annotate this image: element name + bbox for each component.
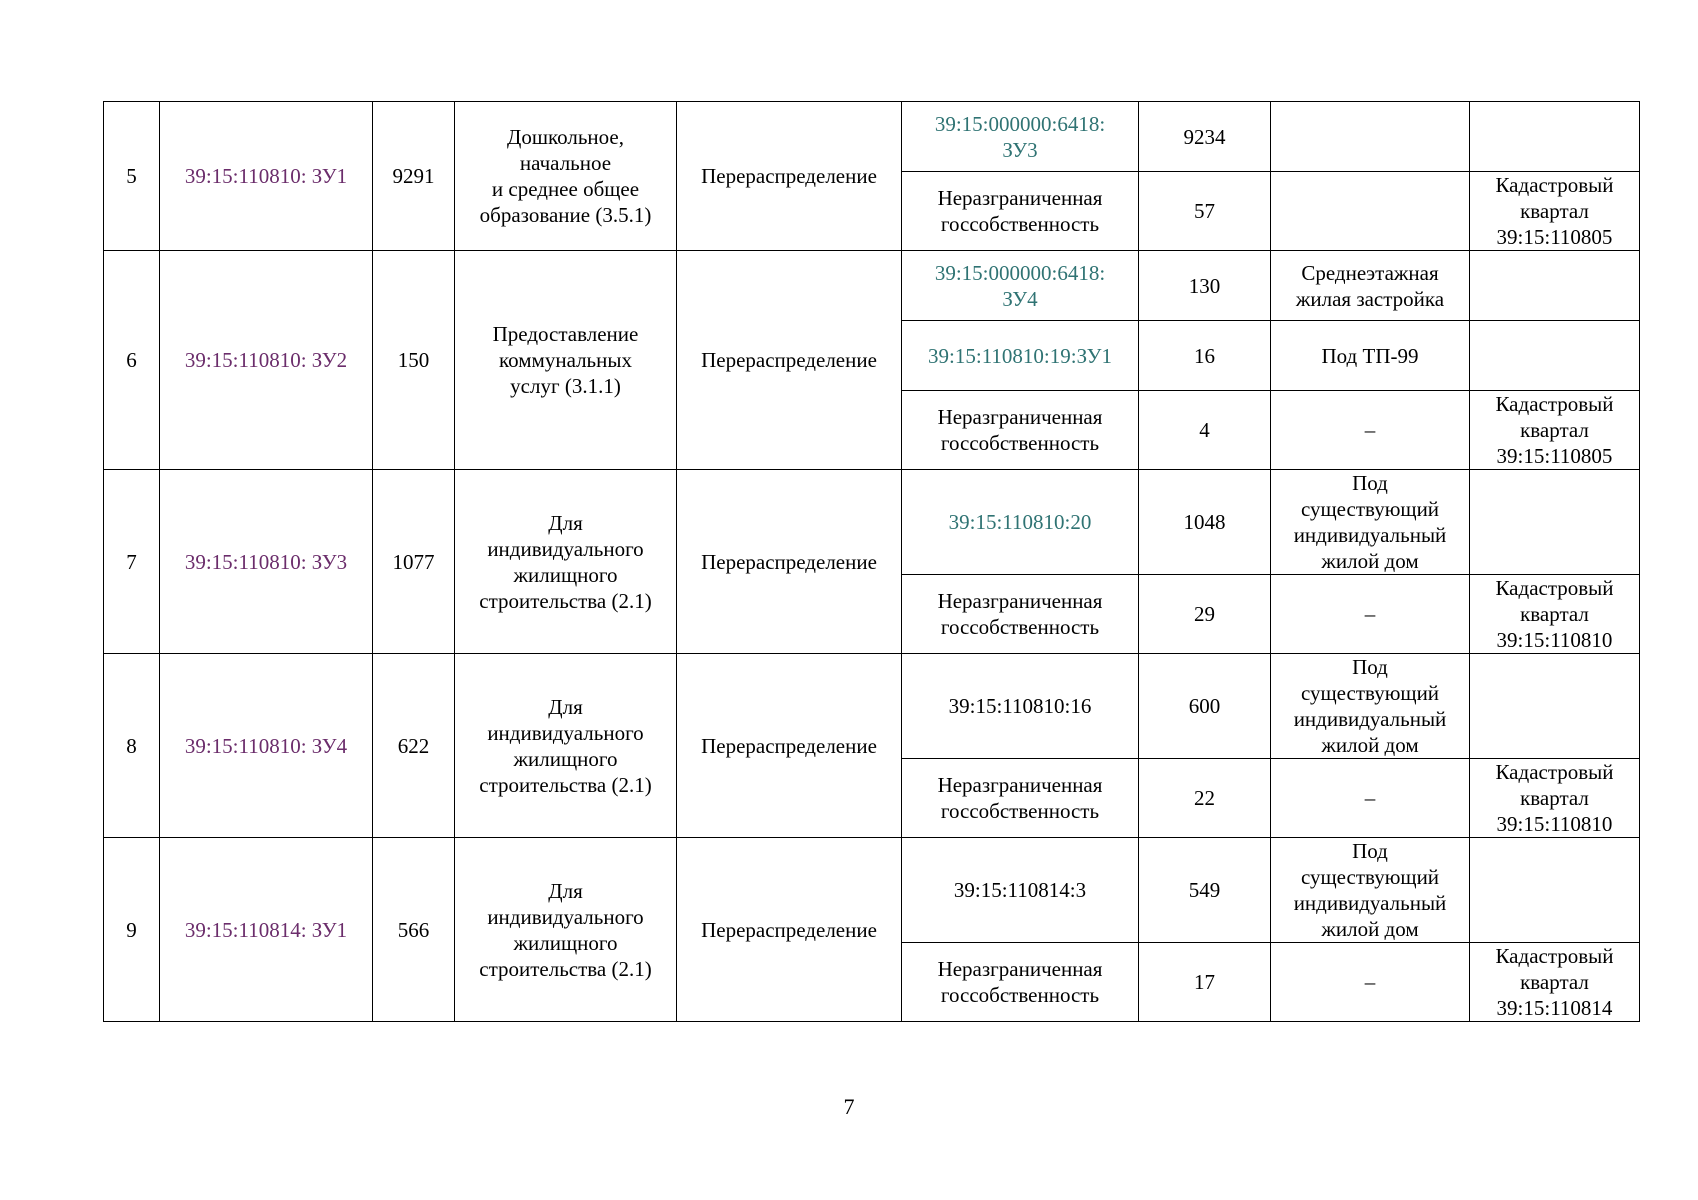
- source-note: Под существующий индивидуальный жилой дом: [1271, 838, 1470, 943]
- source-area: 1048: [1139, 470, 1271, 575]
- source-note: Среднеэтажная жилая застройка: [1271, 251, 1470, 321]
- source-area: 17: [1139, 943, 1271, 1022]
- parcel-area: 1077: [373, 470, 455, 654]
- parcels-table: [103, 101, 1640, 1022]
- page-number: 7: [843, 1094, 855, 1119]
- source-parcel: Неразграниченная госсобственность: [902, 759, 1139, 838]
- permitted-use: Для индивидуального жилищного строительства (2.1): [455, 838, 677, 1022]
- row-number: 9: [104, 838, 160, 1022]
- source-remark: Кадастровый квартал 39:15:110810: [1470, 575, 1640, 654]
- table-row: [104, 251, 1640, 321]
- parcel-area: 622: [373, 654, 455, 838]
- source-note: Под существующий индивидуальный жилой дом: [1271, 654, 1470, 759]
- formation-method: Перераспределение: [677, 102, 902, 251]
- source-parcel: 39:15:000000:6418: ЗУ4: [902, 251, 1139, 321]
- source-area: 22: [1139, 759, 1271, 838]
- source-remark: Кадастровый квартал 39:15:110805: [1470, 391, 1640, 470]
- table-row: [104, 838, 1640, 943]
- formation-method: Перераспределение: [677, 838, 902, 1022]
- source-area: 16: [1139, 321, 1271, 391]
- permitted-use: Дошкольное, начальное и среднее общее образование (3.5.1): [455, 102, 677, 251]
- source-note: –: [1271, 943, 1470, 1022]
- source-parcel: Неразграниченная госсобственность: [902, 172, 1139, 251]
- permitted-use: Предоставление коммунальных услуг (3.1.1): [455, 251, 677, 470]
- source-note: –: [1271, 759, 1470, 838]
- formation-method: Перераспределение: [677, 654, 902, 838]
- source-note: [1271, 102, 1470, 172]
- source-parcel: Неразграниченная госсобственность: [902, 943, 1139, 1022]
- source-parcel: 39:15:110810:20: [902, 470, 1139, 575]
- source-area: 549: [1139, 838, 1271, 943]
- parcel-id: 39:15:110810: ЗУ2: [160, 251, 373, 470]
- source-area: 130: [1139, 251, 1271, 321]
- source-area: 4: [1139, 391, 1271, 470]
- table-row: [104, 470, 1640, 575]
- source-parcel: Неразграниченная госсобственность: [902, 575, 1139, 654]
- source-remark: [1470, 321, 1640, 391]
- parcel-area: 566: [373, 838, 455, 1022]
- parcel-id: 39:15:110814: ЗУ1: [160, 838, 373, 1022]
- source-remark: [1470, 838, 1640, 943]
- source-parcel: Неразграниченная госсобственность: [902, 391, 1139, 470]
- parcel-id: 39:15:110810: ЗУ4: [160, 654, 373, 838]
- source-note: [1271, 172, 1470, 251]
- source-remark: Кадастровый квартал 39:15:110814: [1470, 943, 1640, 1022]
- row-number: 7: [104, 470, 160, 654]
- source-remark: Кадастровый квартал 39:15:110810: [1470, 759, 1640, 838]
- row-number: 6: [104, 251, 160, 470]
- permitted-use: Для индивидуального жилищного строительства (2.1): [455, 654, 677, 838]
- source-remark: [1470, 470, 1640, 575]
- source-note: –: [1271, 575, 1470, 654]
- source-note: Под существующий индивидуальный жилой дом: [1271, 470, 1470, 575]
- source-note: –: [1271, 391, 1470, 470]
- source-parcel: 39:15:110810:19:ЗУ1: [902, 321, 1139, 391]
- parcel-id: 39:15:110810: ЗУ1: [160, 102, 373, 251]
- source-remark: [1470, 102, 1640, 172]
- formation-method: Перераспределение: [677, 251, 902, 470]
- formation-method: Перераспределение: [677, 470, 902, 654]
- row-number: 5: [104, 102, 160, 251]
- table-row: [104, 654, 1640, 759]
- permitted-use: Для индивидуального жилищного строительства (2.1): [455, 470, 677, 654]
- parcel-area: 150: [373, 251, 455, 470]
- source-area: 57: [1139, 172, 1271, 251]
- parcel-area: 9291: [373, 102, 455, 251]
- source-parcel: 39:15:110814:3: [902, 838, 1139, 943]
- row-number: 8: [104, 654, 160, 838]
- table-row: [104, 102, 1640, 172]
- source-note: Под ТП-99: [1271, 321, 1470, 391]
- source-remark: [1470, 654, 1640, 759]
- parcel-id: 39:15:110810: ЗУ3: [160, 470, 373, 654]
- source-area: 29: [1139, 575, 1271, 654]
- source-parcel: 39:15:000000:6418: ЗУ3: [902, 102, 1139, 172]
- source-remark: Кадастровый квартал 39:15:110805: [1470, 172, 1640, 251]
- source-area: 600: [1139, 654, 1271, 759]
- source-remark: [1470, 251, 1640, 321]
- source-area: 9234: [1139, 102, 1271, 172]
- source-parcel: 39:15:110810:16: [902, 654, 1139, 759]
